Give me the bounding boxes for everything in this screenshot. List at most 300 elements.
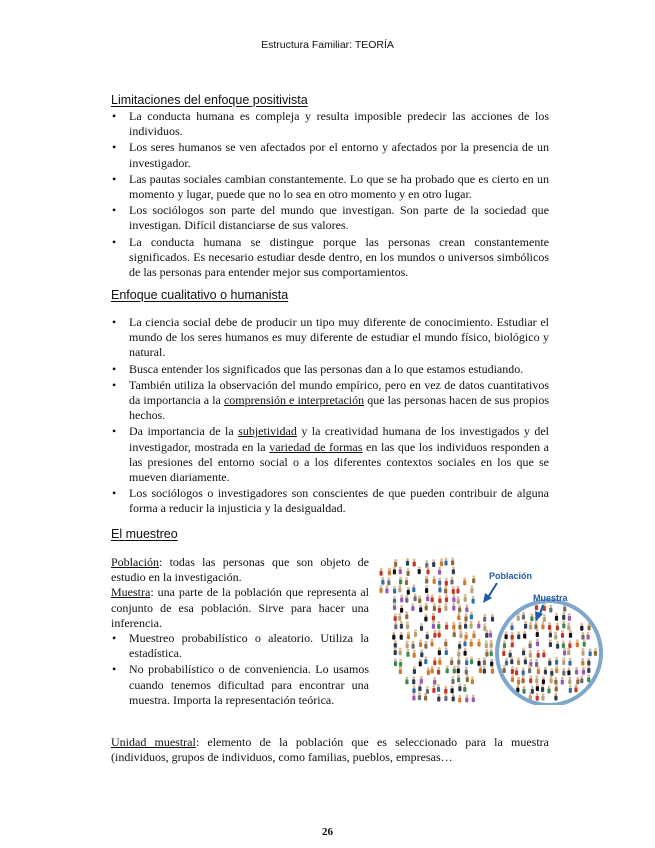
person-body [399,669,402,674]
person-body [425,588,428,593]
person-head [529,675,532,678]
person-head [437,684,440,687]
person-head [472,694,475,697]
person-body [575,670,578,675]
person-body [437,670,440,675]
muestreo-types-list [111,631,369,708]
person-head [542,622,545,625]
person-head [452,694,455,697]
person-body [405,580,408,585]
person-head [412,676,415,679]
person-body [550,678,553,683]
person-body [530,616,533,621]
person-head [555,613,558,616]
person-head [400,605,403,608]
person-head [549,630,552,633]
person-body [485,643,488,648]
person-body [405,598,408,603]
person-body [444,589,447,594]
person-head [548,622,551,625]
person-head [522,612,525,615]
person-body [457,660,460,665]
person-body [535,605,538,610]
person-body [398,616,401,621]
person-head [445,647,448,650]
person-body [583,642,586,647]
person-body [413,653,416,658]
person-body [412,679,415,684]
section-limitaciones [111,109,549,281]
person-head [466,604,469,607]
person-body [419,661,422,666]
person-head [406,621,409,624]
person-head [536,639,539,642]
person-head [569,640,572,643]
person-body [485,633,488,638]
person-head [511,640,514,643]
person-body [541,687,544,692]
person-head [464,621,467,624]
person-head [452,566,455,569]
person-body [549,608,552,613]
person-head [505,658,508,661]
person-head [470,656,473,659]
limitaciones-list [111,109,549,280]
person-body [424,617,427,622]
person-body [483,660,486,665]
person-body [394,562,397,567]
person-body [464,616,467,621]
page-number: 26 [322,826,333,838]
person-body [458,607,461,612]
section-cualitativo [111,315,549,518]
person-head [483,666,486,669]
person-body [529,625,532,630]
person-body [511,677,514,682]
person-body [524,624,527,629]
person-head [517,677,520,680]
person-body [413,669,416,674]
person-head [382,577,385,580]
person-head [489,630,492,633]
person-body [472,633,475,638]
person-body [433,633,436,638]
person-head [437,621,440,624]
person-body [465,607,468,612]
person-head [394,621,397,624]
person-body [563,651,566,656]
person-head [446,666,449,669]
person-head [582,667,585,670]
person-body [522,670,525,675]
person-body [485,652,488,657]
person-head [516,685,519,688]
person-body [393,605,396,610]
person-head [471,585,474,588]
person-head [479,665,482,668]
person-body [471,679,474,684]
person-body [451,560,454,565]
person-head [413,666,416,669]
text-segment: Da importancia de la [129,424,239,439]
person-body [470,624,473,629]
person-head [426,686,429,689]
person-head [483,614,486,617]
person-head [458,641,461,644]
text-segment: y la creatividad humana de los investigados y del investigador, mostrada en la [129,424,549,454]
person-body [562,660,565,665]
person-body [465,670,468,675]
person-head [535,675,538,678]
person-head [465,657,468,660]
person-head [407,631,410,634]
person-body [555,668,558,673]
poblacion-definition [111,555,369,585]
person-body [445,625,448,630]
person-head [438,578,441,581]
person-body [452,625,455,630]
person-body [554,696,557,701]
person-head [548,658,551,661]
person-body [405,679,408,684]
person-body [444,561,447,566]
person-body [387,580,390,585]
person-head [483,657,486,660]
person-head [420,649,423,652]
person-head [524,621,527,624]
person-head [555,693,558,696]
person-body [432,688,435,693]
person-head [576,639,579,642]
person-head [386,585,389,588]
person-head [433,576,436,579]
person-body [412,696,415,701]
person-head [541,684,544,687]
person-body [458,644,461,649]
text-segment: También utiliza la observación del mundo empírico, pero en vez de datos cuantitativos da importancia a la [129,377,549,408]
person-head [535,659,538,662]
person-head [394,559,397,562]
person-body [515,670,518,675]
person-head [393,567,396,570]
person-body [581,651,584,656]
list-item: • La ciencia social debe de producir un tipo muy diferente de conocimiento. Estudiar el mundo de los seres humanos es muy diferente de estudiar el mundo físico, biológico y natural. [111,315,549,361]
person-body [529,678,532,683]
person-head [464,648,467,651]
person-body [587,677,590,682]
person-head [433,685,436,688]
person-body [576,679,579,684]
person-head [426,593,429,596]
person-head [431,594,434,597]
person-body [418,695,421,700]
person-head [445,578,448,581]
person-body [517,660,520,665]
person-head [405,595,408,598]
person-body [563,607,566,612]
person-head [549,639,552,642]
person-head [405,577,408,580]
person-head [503,640,506,643]
person-body [568,679,571,684]
section-title-muestreo: El muestreo [111,527,178,541]
person-head [452,622,455,625]
person-head [575,684,578,687]
person-head [464,594,467,597]
person-head [419,659,422,662]
person-head [399,666,402,669]
person-body [569,633,572,638]
person-body [510,659,513,664]
person-head [502,648,505,651]
person-head [477,621,480,624]
person-head [394,647,397,650]
list-item: • Los seres humanos se ven afectados por el entorno y afectados por la presencia de un investigador. [111,140,549,170]
person-head [470,621,473,624]
list-item: • La conducta humana se distingue porque las personas crean constantemente significados. Es necesario estudiar desde dentro, en los mundos o universos simbólicos de las personas para entender mejor sus comportamientos. [111,235,549,281]
person-head [427,567,430,570]
person-body [529,643,532,648]
person-body [400,635,403,640]
person-head [464,639,467,642]
person-head [562,640,565,643]
person-head [406,558,409,561]
person-body [413,562,416,567]
person-body [548,625,551,630]
person-body [438,633,441,638]
muestra-definition [111,585,369,631]
term-muestra: Muestra [111,585,151,600]
person-head [398,585,401,588]
person-body [503,643,506,648]
person-body [522,689,525,694]
person-head [433,677,436,680]
person-body [453,632,456,637]
list-item: • Las pautas sociales cambian constantemente. Lo que se ha probado que es cierto en un momento y lugar, puede que no lo sea en otro momento y en otro lugar. [111,172,549,202]
person-head [440,558,443,561]
person-body [457,615,460,620]
person-head [587,665,590,668]
person-body [547,688,550,693]
person-body [491,669,494,674]
person-body [470,659,473,664]
person-body [411,606,414,611]
person-body [438,660,441,665]
underlined-term: variedad de formas [269,439,363,454]
person-head [549,605,552,608]
person-head [420,623,423,626]
person-body [574,687,577,692]
person-head [517,631,520,634]
person-body [399,650,402,655]
person-head [420,676,423,679]
person-body [580,678,583,683]
person-head [485,640,488,643]
person-body [549,633,552,638]
person-head [412,641,415,644]
list-item [111,424,549,485]
person-head [399,577,402,580]
person-head [510,656,513,659]
person-head [399,659,402,662]
text-segment: : todas las personas que son objeto de estudio en la investigación. [111,555,369,585]
person-head [444,686,447,689]
person-head [569,630,572,633]
person-head [485,630,488,633]
person-head [555,657,558,660]
person-body [463,687,466,692]
person-body [477,661,480,666]
person-head [556,641,559,644]
person-head [580,675,583,678]
person-body [398,587,401,592]
person-head [473,630,476,633]
person-body [424,644,427,649]
person-head [393,596,396,599]
person-body [491,617,494,622]
person-body [406,652,409,657]
person-head [425,576,428,579]
person-body [425,606,428,611]
person-head [458,605,461,608]
person-head [398,613,401,616]
person-body [536,686,539,691]
person-body [517,616,520,621]
person-head [550,676,553,679]
person-head [465,667,468,670]
person-body [438,608,441,613]
person-body [452,569,455,574]
person-head [413,559,416,562]
person-body [490,662,493,667]
person-body [418,686,421,691]
person-head [542,693,545,696]
person-head [453,594,456,597]
person-body [483,617,486,622]
person-head [522,667,525,670]
person-head [406,676,409,679]
person-body [444,606,447,611]
person-head [457,586,460,589]
list-item: • Los sociólogos o investigadores son conscientes de que pueden contribuir de alguna forma a reducir la injusticia y la desigualdad. [111,486,549,516]
person-body [535,662,538,667]
person-head [406,641,409,644]
person-head [445,558,448,561]
person-body [522,678,525,683]
person-body [458,625,461,630]
person-head [581,658,584,661]
person-head [490,648,493,651]
person-body [438,588,441,593]
person-head [529,640,532,643]
person-body [431,597,434,602]
person-body [464,651,467,656]
person-head [531,613,534,616]
person-head [536,683,539,686]
person-head [515,667,518,670]
person-body [438,598,441,603]
person-head [536,629,539,632]
person-body [452,696,455,701]
list-item: • Muestreo probabilístico o aleatorio. Utiliza la estadística. [111,631,369,661]
person-head [450,657,453,660]
person-head [451,557,454,560]
person-body [457,668,460,673]
person-head [522,675,525,678]
person-head [568,667,571,670]
person-head [445,693,448,696]
person-head [478,639,481,642]
underlined-term: comprensión e interpretación [223,393,365,408]
person-head [569,658,572,661]
person-head [414,629,417,632]
person-head [418,595,421,598]
person-body [385,588,388,593]
person-body [394,650,397,655]
person-body [394,616,397,621]
person-head [472,575,475,578]
arrow-head-icon [535,611,543,621]
person-body [555,687,558,692]
person-body [581,661,584,666]
person-head [536,693,539,696]
person-head [444,586,447,589]
person-head [463,577,466,580]
person-body [477,642,480,647]
person-body [589,651,592,656]
person-head [465,632,468,635]
person-head [413,693,416,696]
underlined-term: subjetividad [238,424,297,439]
person-body [452,597,455,602]
person-body [464,624,467,629]
person-body [425,579,428,584]
person-head [451,685,454,688]
person-body [445,581,448,586]
person-body [414,596,417,601]
person-body [522,615,525,620]
person-head [419,604,422,607]
person-head [426,631,429,634]
person-body [561,633,564,638]
person-body [432,562,435,567]
person-head [491,666,494,669]
person-head [550,668,553,671]
person-body [517,634,520,639]
person-head [542,676,545,679]
person-head [583,639,586,642]
person-body [419,642,422,647]
person-body [568,661,571,666]
person-body [466,677,469,682]
person-body [489,633,492,638]
person-body [426,569,429,574]
person-body [511,669,514,674]
person-head [438,630,441,633]
person-body [536,641,539,646]
person-body [463,641,466,646]
person-body [528,668,531,673]
person-head [432,613,435,616]
person-body [502,651,505,656]
person-head [437,694,440,697]
person-head [470,612,473,615]
section-title-limitaciones: Limitaciones del enfoque positivista [111,93,308,107]
person-body [580,626,583,631]
person-head [433,603,436,606]
person-body [407,590,410,595]
person-body [524,659,527,664]
